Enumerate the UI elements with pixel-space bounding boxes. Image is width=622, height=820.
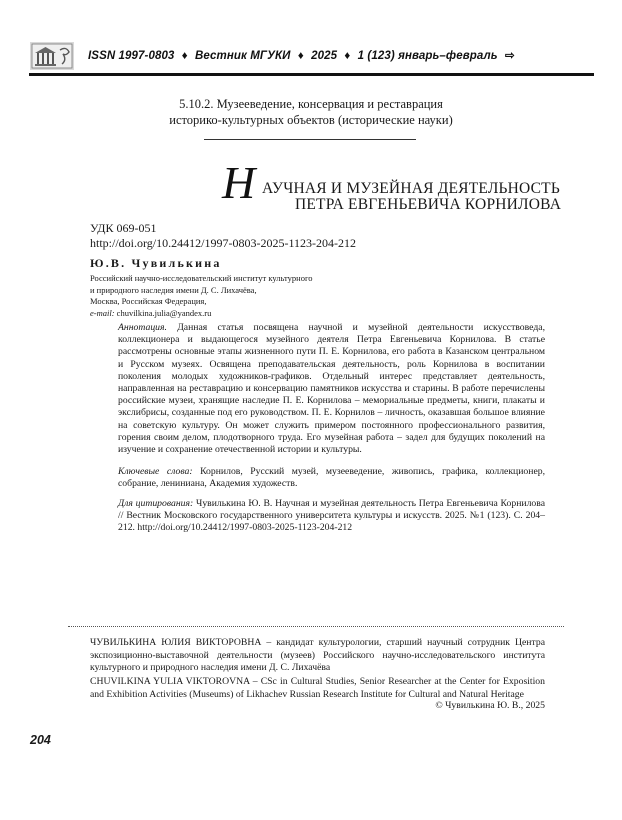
section-line-2: историко-культурных объектов (исторические науки) — [169, 113, 453, 127]
udc-code: УДК 069-051 — [90, 221, 157, 235]
citation-text: Чувилькина Ю. В. Научная и музейная деятельность Петра Евгеньевича Корнилова // Вестник Московского государственного университета культуры и искусств. 2025. №1 (123). С. 204–212. http://doi.org/10.24412/1997-0803-2025-1123-204-212 — [118, 498, 546, 534]
citation — [118, 498, 545, 535]
affiliation-line: и природного наследия имени Д. С. Лихачёва, — [90, 284, 257, 295]
author-email-row — [90, 308, 312, 320]
section-line-1: 5.10.2. Музееведение, консервация и реставрация — [179, 97, 443, 111]
header-divider — [29, 73, 594, 76]
affiliation-line: Москва, Российская Федерация, — [90, 296, 207, 306]
author-info-en: CHUVILKINA YULIA VIKTOROVNA – CSc in Cultural Studies, Senior Researcher at the Center for Exposition and Exhibition Activities (Museums) of Likhachev Russian Research Institute for Cultural and Natural Heritage — [90, 676, 545, 700]
article-title-line-2: ПЕТРА ЕВГЕНЬЕВИЧА КОРНИЛОВА — [295, 196, 562, 213]
keywords — [118, 466, 545, 490]
journal-name: Вестник МГУКИ — [195, 50, 291, 62]
doi-link[interactable]: http://doi.org/10.24412/1997-0803-2025-1123-204-212 — [90, 236, 356, 250]
bullet-separator: ♦ — [297, 50, 304, 62]
page-number: 204 — [30, 733, 51, 747]
author-info-ru: ЧУВИЛЬКИНА ЮЛИЯ ВИКТОРОВНА – кандидат культурологии, старший научный сотрудник Центра экспозиционно-выставочной деятельности (музеев) Российского научно-исследовательского института культурного и природного наследия имени Д. С. Лихачёва — [90, 637, 545, 673]
bullet-separator: ♦ — [344, 50, 351, 62]
title-drop-cap: Н — [222, 157, 256, 208]
article-title-line-1: АУЧНАЯ И МУЗЕЙНАЯ ДЕЯТЕЛЬНОСТЬ — [262, 180, 560, 197]
section-heading — [0, 96, 622, 128]
journal-logo-icon — [30, 42, 74, 70]
keywords-label: Ключевые слова: — [118, 466, 193, 477]
keywords-text: Корнилов, Русский музей, музееведение, живопись, графика, коллекционер, собрание, лениниана, Академия художеств. — [118, 466, 546, 490]
title-divider — [204, 139, 416, 140]
footnote-divider — [68, 626, 564, 627]
copyright: © Чувилькина Ю. В., 2025 — [435, 700, 545, 711]
abstract-label: Аннотация. — [118, 322, 167, 333]
bullet-separator: ♦ — [181, 50, 188, 62]
author-email[interactable]: chuvilkina.julia@yandex.ru — [116, 307, 212, 318]
author-name: Ю.В. Чувилькина — [90, 256, 222, 270]
email-label: e-mail: — [90, 307, 115, 318]
affiliation-line: Российский научно-исследовательский институт культурного — [90, 273, 313, 283]
citation-label: Для цитирования: — [118, 498, 194, 509]
author-affiliation — [90, 273, 312, 319]
issn: ISSN 1997-0803 — [88, 50, 175, 62]
abstract — [118, 322, 545, 456]
arrow-right-icon: ⇨ — [505, 50, 515, 62]
journal-header — [88, 48, 519, 62]
journal-year: 2025 — [311, 50, 338, 62]
journal-issue: 1 (123) январь–февраль — [357, 50, 498, 62]
abstract-text: Данная статья посвящена научной и музейной деятельности искусствоведа, коллекционера и выдающегося музейного деятеля Петра Евгеньевича Корнилова. В статье рассмотрены основные этапы жизненного пути П. Е. Корнилова, его работа в Казанском центральном и Русском музеях. Освящена преподавательская деятельность, роль Корнилова в воспитании поколения молодых художников-графиков. Отдельный интерес представляет деятельность, направленная на реставрацию и консервацию памятников искусства и старины. В работе перечислены российские музеи, хранящие наследие П. Е. Корнилова – мемориальные предметы, книги, плакаты и экслибрисы, созданные под его руководством. П. Е. Корнилов – личность, оказавшая большое влияние на советскую культуру. Он может служить примером постоянного профессионального развития, горения своим делом, плодотворного труда. Его музейная работа – задел для будущих поколений на изучение и сохранение отечественной истории и культуры. — [118, 322, 545, 456]
